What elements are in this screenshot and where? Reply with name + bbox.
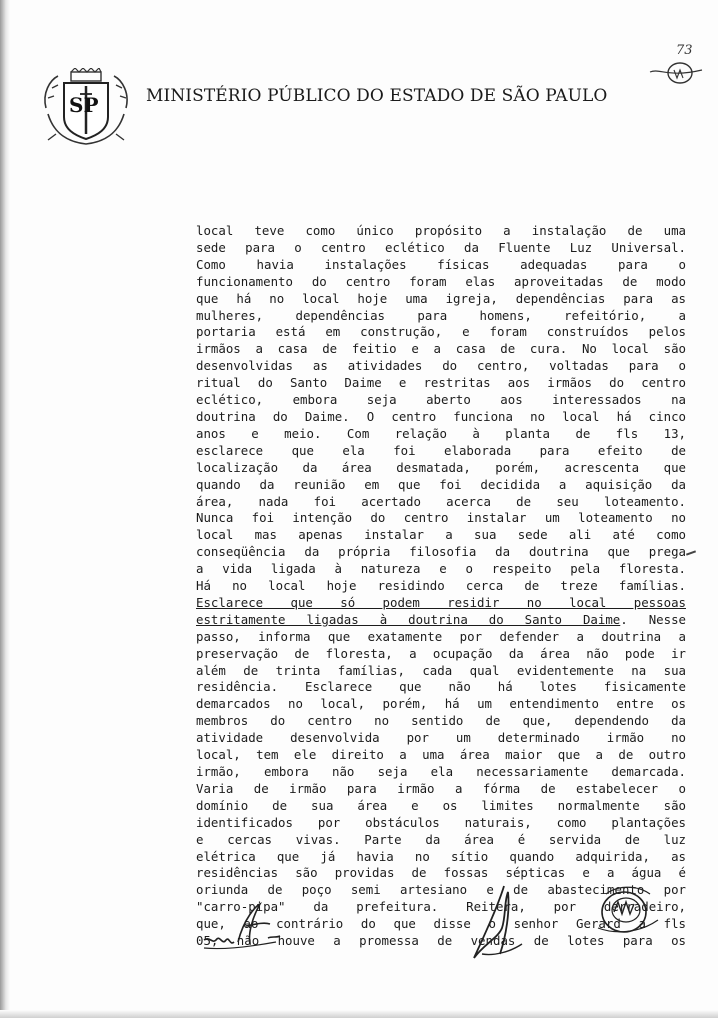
signature-main (462, 880, 532, 970)
line-text: a vida ligada à natureza e o respeito pela floresta. (196, 561, 686, 577)
line-text: doutrina do Daime. O centro funciona no local há cinco (196, 408, 686, 424)
body-line (196, 527, 686, 544)
body-line (196, 324, 686, 341)
body-line (196, 358, 686, 375)
svg-text:73: 73 (676, 43, 693, 58)
svg-text:SP: SP (69, 93, 99, 117)
line-text: quando da reunião em que foi decidida a aquisição da (196, 476, 686, 492)
line-text: local teve como único propósito a instalação de uma (196, 223, 686, 238)
body-line (196, 494, 686, 511)
line-text: Nunca foi intenção do centro instalar um loteamento no (196, 510, 686, 526)
testimony-body (196, 223, 686, 950)
line-text: Como havia instalações físicas adequadas para o (196, 256, 686, 272)
line-text: "carro-pipa" da prefeitura. Reitera, por derradeiro, (196, 899, 686, 915)
body-line (196, 646, 686, 663)
body-line (196, 713, 686, 730)
line-text: eclético, embora seja aberto aos interessados na (196, 392, 686, 408)
body-line (196, 409, 686, 426)
body-line (196, 815, 686, 832)
underlined-text: Esclarece que só podem residir no local pessoas (196, 594, 686, 610)
body-line (196, 578, 686, 595)
line-text: identificados por obstáculos naturais, como plantações (196, 814, 686, 830)
signature-rubric (584, 882, 664, 944)
state-seal-logo (38, 68, 134, 148)
body-line (196, 460, 686, 477)
body-line (196, 510, 686, 527)
line-text: anos e meio. Com relação à planta de fls 13, (196, 425, 686, 441)
line-text: . Nesse (620, 611, 687, 627)
line-text: e cercas vivas. Parte da área é servida de luz (196, 831, 686, 847)
line-text: desenvolvidas as atividades do centro, voltadas para o (196, 358, 686, 374)
body-line (196, 291, 686, 308)
body-line (196, 781, 686, 798)
body-line (196, 561, 686, 578)
body-line (196, 375, 686, 392)
line-text: localização da área desmatada, porém, acrescenta que (196, 459, 686, 475)
line-text: domínio de sua área e os limites normalmente são (196, 797, 686, 813)
institution-title: MINISTÉRIO PÚBLICO DO ESTADO DE SÃO PAULO (146, 86, 608, 106)
line-text: funcionamento do centro foram elas aproveitadas de modo (196, 273, 686, 289)
body-line (196, 257, 686, 274)
body-line (196, 764, 686, 781)
body-line (196, 240, 686, 257)
line-text: mulheres, dependências para homens, refeitório, a (196, 307, 686, 323)
line-text: esclarece que ela foi elaborada para efeito de (196, 442, 686, 458)
body-line (196, 274, 686, 291)
signature-initials (198, 898, 288, 958)
scan-bottom-shadow (0, 1010, 718, 1018)
body-line (196, 595, 686, 612)
line-text: residências são providas de fossas sépticas e a água é (196, 865, 686, 881)
line-text: demarcados no local, porém, há um entendimento entre os (196, 696, 686, 712)
line-text: 05, não houve a promessa de vendas de lotes para os (196, 933, 686, 949)
body-line (196, 392, 686, 409)
body-line (196, 849, 686, 866)
body-line (196, 629, 686, 646)
line-text: elétrica que já havia no sítio quando adquirida, as (196, 848, 686, 864)
line-text: irmão, embora não seja ela necessariamente demarcada. (196, 764, 686, 779)
body-line (196, 865, 686, 882)
line-text: local mas apenas instalar a sua sede ali até como (196, 527, 686, 543)
body-line (196, 443, 686, 460)
underlined-text: estritamente ligadas à doutrina do Santo Daime (196, 611, 621, 627)
line-text: ritual do Santo Daime e restritas aos irmãos do centro (196, 375, 686, 391)
body-line (196, 663, 686, 680)
folio-number-stamp (646, 38, 706, 88)
body-line (196, 426, 686, 443)
line-text: local, tem ele direito a uma área maior que a de outro (196, 747, 686, 763)
line-text: Varia de irmão para irmão a fórma de estabelecer o (196, 780, 686, 796)
line-text: portaria está em construção, e foram construídos pelos (196, 324, 686, 340)
line-text: que, ao contrário do que disse o senhor Gerard a fls (196, 916, 686, 932)
line-text: residência. Esclarece que não há lotes fisicamente (196, 679, 686, 695)
body-line (196, 477, 686, 494)
body-line (196, 612, 686, 629)
margin-mark (686, 550, 696, 555)
body-line (196, 679, 686, 696)
body-line (196, 798, 686, 815)
scan-edge-shadow (0, 0, 10, 1018)
body-line (196, 832, 686, 849)
body-line (196, 544, 686, 561)
line-text: preservação de floresta, a ocupação da área não pode ir (196, 645, 686, 661)
line-text: que há no local hoje uma igreja, dependências para as (196, 290, 686, 306)
line-text: Há no local hoje residindo cerca de treze famílias. (196, 578, 686, 594)
line-text: irmãos a casa de feitio e a casa de cura. No local são (196, 341, 686, 357)
body-line (196, 696, 686, 713)
body-line (196, 730, 686, 747)
line-text: além de trinta famílias, cada qual evidentemente na sua (196, 662, 686, 678)
body-line (196, 747, 686, 764)
line-text: conseqüência da própria filosofia da doutrina que prega (196, 544, 686, 560)
body-line (196, 223, 686, 240)
line-text: oriunda de poço semi artesiano e de abastecimento por (196, 882, 686, 898)
body-line (196, 341, 686, 358)
body-line (196, 308, 686, 325)
line-text: passo, informa que exatamente por defender a doutrina a (196, 628, 686, 644)
line-text: sede para o centro eclético da Fluente Luz Universal. (196, 239, 686, 255)
line-text: área, nada foi acertado acerca de seu loteamento. (196, 493, 686, 509)
line-text: membros do centro no sentido de que, dependendo da (196, 713, 686, 729)
line-text: atividade desenvolvida por um determinado irmão no (196, 730, 686, 746)
